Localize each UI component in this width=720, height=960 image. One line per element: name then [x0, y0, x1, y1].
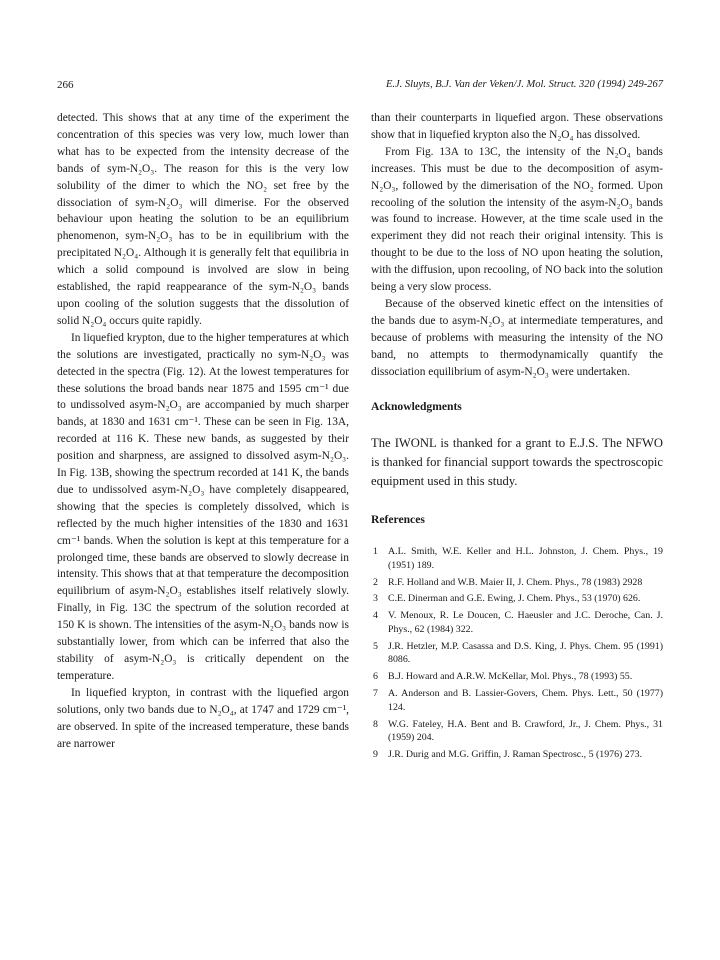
page-number: 266 [57, 79, 74, 91]
running-head: E.J. Sluyts, B.J. Van der Veken/J. Mol. Struct. 320 (1994) 249-267 [385, 79, 663, 90]
body-paragraph: than their counterparts in liquefied argon. These observations show that in liquefied krypton also the N₂O₄ has dissolved. [371, 112, 663, 141]
right-column [371, 110, 663, 765]
body-paragraph: detected. This shows that at any time of the experiment the concentration of this species was very low, much lower than what has to be expected from the intensity decrease of the bands of sym-N₂O₃. The reason for this is the very low solubility of the dimer to which the NO₂ set free by the dissociation of sym-N₂O₃ will dimerise. For the observed behaviour upon heating the solution to be an equilibrium phenomenon, sym-N₂O₃ has to be in equilibrium with the precipitated N₂O₄. Although it is generally felt that equilibria in which a solid compound is involved are slow in being established, the rapid reappearance of the sym-N₂O₃ bands upon cooling of the solution suggests that the dissolution of solid N₂O₄ occurs quite rapidly. [57, 112, 349, 327]
body-paragraph: Because of the observed kinetic effect on the intensities of the bands due to asym-N₂O₃ at intermediate temperatures, and because of problems with measuring the intensity of the NO band, no attempts to thermodynamically quantify the dissociation equilibrium of asym-N₂O₃ were undertaken. [371, 297, 663, 378]
reference-number: 7 [373, 688, 378, 700]
reference-number: 5 [373, 640, 378, 652]
reference-item [371, 670, 663, 684]
reference-item [371, 592, 663, 606]
left-column [57, 110, 349, 752]
reference-number: 6 [373, 671, 378, 683]
reference-item [371, 640, 663, 667]
reference-item [371, 609, 663, 636]
reference-text: C.E. Dinerman and G.E. Ewing, J. Chem. Phys., 53 (1970) 626. [388, 593, 641, 605]
reference-text: J.R. Hetzler, M.P. Casassa and D.S. King, J. Phys. Chem. 95 (1991) 8086. [388, 640, 663, 666]
reference-item [371, 718, 663, 745]
reference-number: 8 [373, 718, 378, 730]
body-paragraph: In liquefied krypton, in contrast with the liquefied argon solutions, only two bands due to N₂O₄, at 1747 and 1729 cm⁻¹, are observed. In spite of the increased temperature, these bands are narrower [57, 686, 349, 750]
reference-text: B.J. Howard and A.R.W. McKellar, Mol. Phys., 78 (1993) 55. [388, 671, 633, 683]
references-list [371, 545, 663, 762]
reference-text: R.F. Holland and W.B. Maier II, J. Chem. Phys., 78 (1983) 2928 [388, 576, 643, 588]
reference-text: W.G. Fateley, H.A. Bent and B. Crawford, Jr., J. Chem. Phys., 31 (1959) 204. [388, 718, 663, 744]
reference-item [371, 576, 663, 590]
references-heading: References [371, 513, 425, 527]
acknowledgments-text: The IWONL is thanked for a grant to E.J.S. The NFWO is thanked for financial support towards the spectroscopic equipment used in this study. [371, 436, 663, 488]
reference-number: 2 [373, 576, 378, 588]
reference-text: J.R. Durig and M.G. Griffin, J. Raman Spectrosc., 5 (1976) 273. [388, 749, 643, 761]
body-paragraph: In liquefied krypton, due to the higher temperatures at which the solutions are investigated, practically no sym-N₂O₃ was detected in the spectra (Fig. 12). At the lowest temperatures for these solutions the broad bands near 1875 and 1595 cm⁻¹ due to undissolved asym-N₂O₃ are accompanied by much sharper bands, at 1830 and 1631 cm⁻¹. These can be seen in Fig. 13A, recorded at 116 K. These new bands, as suggested by their position and sharpness, are assigned to dissolved asym-N₂O₃. In Fig. 13B, showing the spectrum recorded at 141 K, the bands due to undissolved asym-N₂O₃ have completely disappeared, showing that the species is completely dissolved, which is reflected by the much higher intensities of the 1830 and 1631 cm⁻¹ bands. When the solution is kept at this temperature for a prolonged time, these bands are observed to slowly decrease in intensity. This shows that at that temperature the decomposition equilibrium of asym-N₂O₃ establishes itself relatively slowly. Finally, in Fig. 13C the spectrum of the solution recorded at 150 K is shown. The intensities of the asym-N₂O₃ bands now is substantially lower, from which can be inferred that also the stability of asym-N₂O₃ is critically dependent on the temperature. [57, 331, 349, 682]
body-paragraph: From Fig. 13A to 13C, the intensity of the N₂O₄ bands increases. This must be due to the decomposition of asym-N₂O₃, followed by the dimerisation of the NO₂ formed. Upon recooling of the solution the intensity of the asym-N₂O₃ bands was found to increase. However, at the time scale used in the experiment they did not reach their original intensity. This is thought to be due to the loss of NO upon heating the solution, with the diffusion, upon recooling, of NO back into the solution being a very slow process. [371, 145, 663, 294]
reference-number: 9 [373, 749, 378, 761]
reference-number: 1 [373, 546, 378, 558]
reference-number: 4 [373, 610, 378, 622]
reference-text: V. Menoux, R. Le Doucen, C. Haeusler and J.C. Deroche, Can. J. Phys., 62 (1984) 322. [388, 610, 663, 635]
reference-item [371, 545, 663, 572]
reference-text: A.L. Smith, W.E. Keller and H.L. Johnston, J. Chem. Phys., 19 (1951) 189. [388, 546, 663, 571]
acknowledgments-heading: Acknowledgments [371, 399, 462, 413]
reference-number: 3 [373, 593, 378, 605]
reference-text: A. Anderson and B. Lassier-Govers, Chem. Phys. Lett., 50 (1977) 124. [388, 688, 663, 713]
reference-item [371, 748, 663, 762]
reference-item [371, 687, 663, 714]
